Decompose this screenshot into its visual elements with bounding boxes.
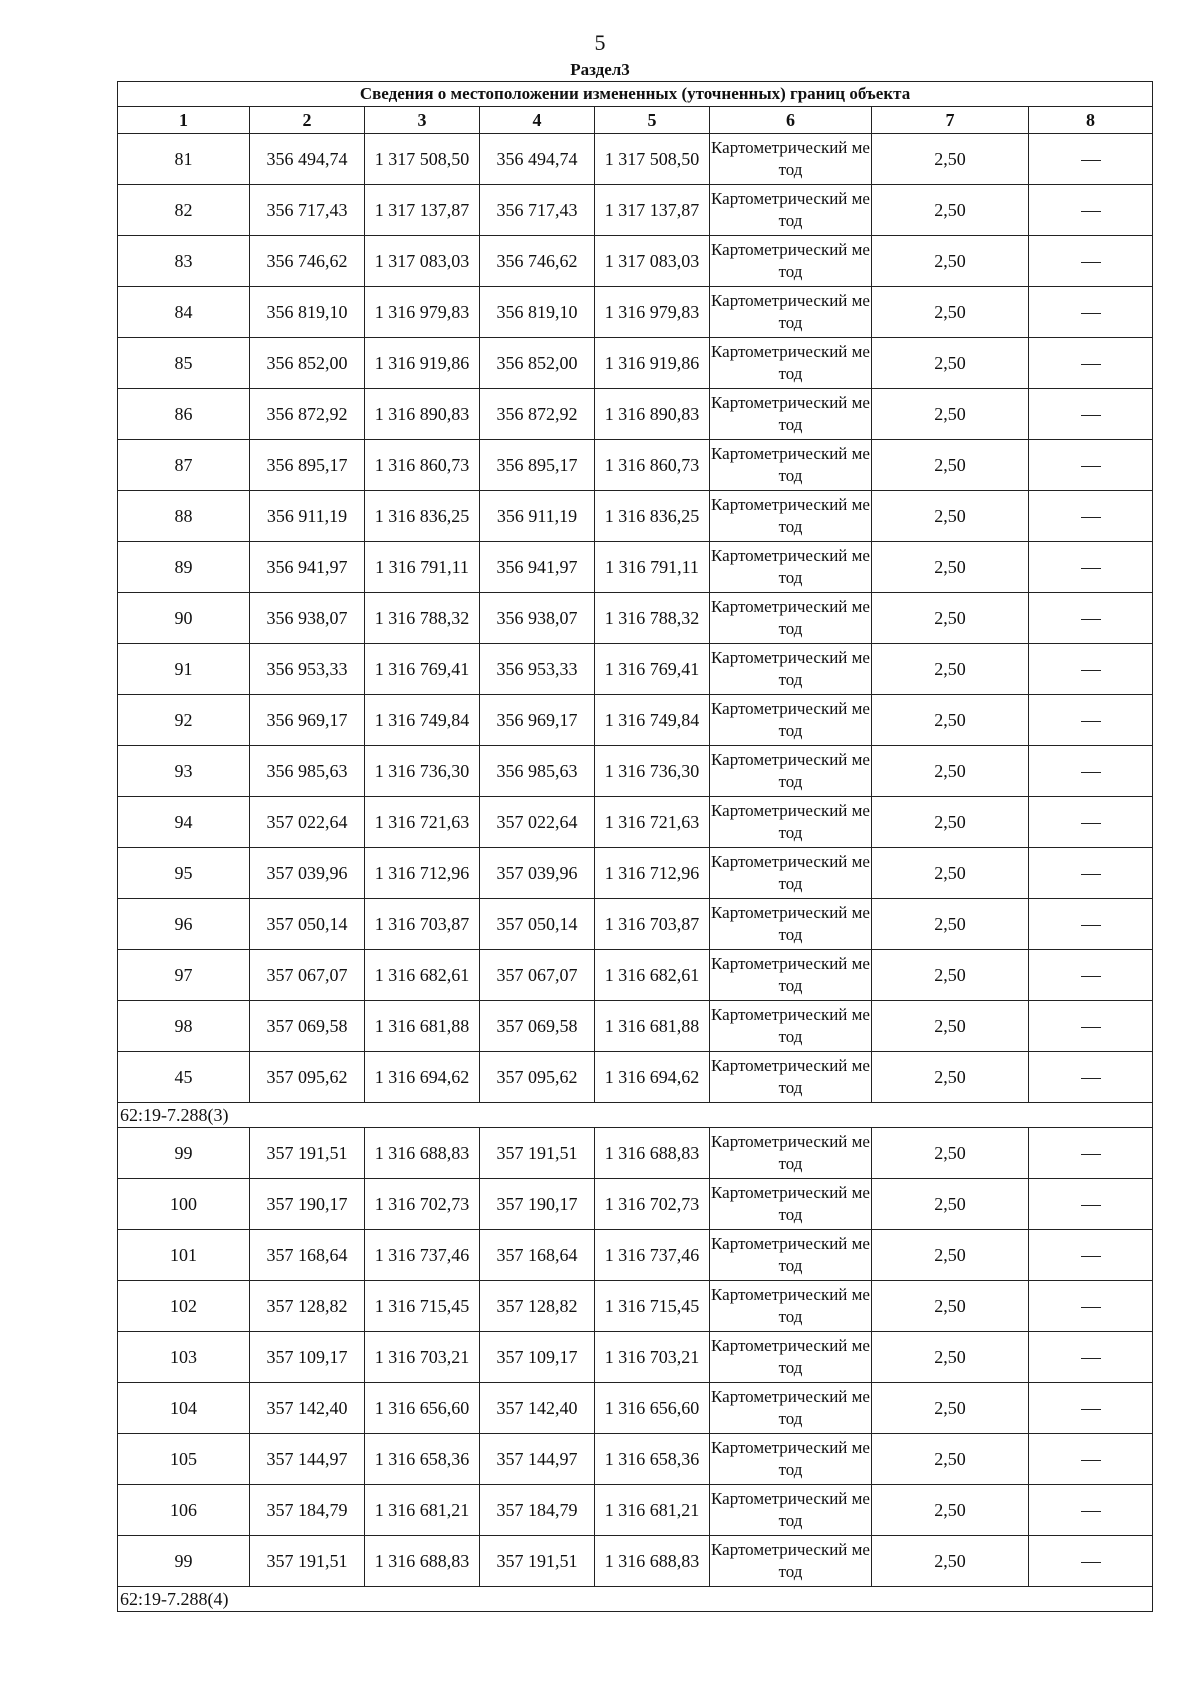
point-number-cell: 81 xyxy=(118,134,250,185)
y-refined-cell: 1 316 769,41 xyxy=(595,644,710,695)
x-existing-cell: 357 022,64 xyxy=(250,797,365,848)
method-cell: Картометрический метод xyxy=(710,1230,872,1281)
point-number-cell: 101 xyxy=(118,1230,250,1281)
dash-mark xyxy=(1081,670,1101,671)
x-existing-cell: 356 938,07 xyxy=(250,593,365,644)
y-existing-cell: 1 316 736,30 xyxy=(365,746,480,797)
dash-mark xyxy=(1081,211,1101,212)
x-refined-cell: 356 895,17 xyxy=(480,440,595,491)
dash-mark xyxy=(1081,772,1101,773)
accuracy-cell: 2,50 xyxy=(872,1128,1029,1179)
y-refined-cell: 1 316 681,88 xyxy=(595,1001,710,1052)
table-row xyxy=(118,1485,1153,1536)
dash-mark xyxy=(1081,262,1101,263)
y-refined-cell: 1 317 508,50 xyxy=(595,134,710,185)
table-row xyxy=(118,338,1153,389)
y-refined-cell: 1 316 703,21 xyxy=(595,1332,710,1383)
table-row xyxy=(118,1281,1153,1332)
x-existing-cell: 356 852,00 xyxy=(250,338,365,389)
dash-mark xyxy=(1081,721,1101,722)
column-header: 1 xyxy=(118,107,250,134)
point-number-cell: 92 xyxy=(118,695,250,746)
x-refined-cell: 357 069,58 xyxy=(480,1001,595,1052)
y-existing-cell: 1 316 749,84 xyxy=(365,695,480,746)
accuracy-cell: 2,50 xyxy=(872,134,1029,185)
method-cell: Картометрический метод xyxy=(710,338,872,389)
x-existing-cell: 357 144,97 xyxy=(250,1434,365,1485)
y-existing-cell: 1 316 703,87 xyxy=(365,899,480,950)
dash-mark xyxy=(1081,1027,1101,1028)
table-row xyxy=(118,950,1153,1001)
note-cell xyxy=(1029,746,1153,797)
x-existing-cell: 357 190,17 xyxy=(250,1179,365,1230)
method-cell: Картометрический метод xyxy=(710,797,872,848)
dash-mark xyxy=(1081,1256,1101,1257)
y-refined-cell: 1 316 694,62 xyxy=(595,1052,710,1103)
method-cell: Картометрический метод xyxy=(710,1383,872,1434)
table-row xyxy=(118,185,1153,236)
y-refined-cell: 1 316 749,84 xyxy=(595,695,710,746)
note-cell xyxy=(1029,287,1153,338)
column-header: 3 xyxy=(365,107,480,134)
point-number-cell: 102 xyxy=(118,1281,250,1332)
y-existing-cell: 1 316 658,36 xyxy=(365,1434,480,1485)
accuracy-cell: 2,50 xyxy=(872,1332,1029,1383)
table-row xyxy=(118,1230,1153,1281)
column-header-row xyxy=(118,107,1153,134)
x-existing-cell: 357 109,17 xyxy=(250,1332,365,1383)
dash-mark xyxy=(1081,1511,1101,1512)
accuracy-cell: 2,50 xyxy=(872,644,1029,695)
table-row xyxy=(118,695,1153,746)
y-existing-cell: 1 316 791,11 xyxy=(365,542,480,593)
x-existing-cell: 356 895,17 xyxy=(250,440,365,491)
accuracy-cell: 2,50 xyxy=(872,1281,1029,1332)
column-header: 8 xyxy=(1029,107,1153,134)
point-number-cell: 95 xyxy=(118,848,250,899)
note-cell xyxy=(1029,1434,1153,1485)
x-refined-cell: 357 067,07 xyxy=(480,950,595,1001)
point-number-cell: 103 xyxy=(118,1332,250,1383)
section-title: Раздел3 xyxy=(570,60,630,79)
x-existing-cell: 357 050,14 xyxy=(250,899,365,950)
x-existing-cell: 356 985,63 xyxy=(250,746,365,797)
group-label: 62:19-7.288(4) xyxy=(118,1587,1153,1612)
x-refined-cell: 357 109,17 xyxy=(480,1332,595,1383)
x-refined-cell: 357 191,51 xyxy=(480,1536,595,1587)
point-number-cell: 88 xyxy=(118,491,250,542)
dash-mark xyxy=(1081,1460,1101,1461)
dash-mark xyxy=(1081,517,1101,518)
column-header: 2 xyxy=(250,107,365,134)
x-refined-cell: 356 872,92 xyxy=(480,389,595,440)
note-cell xyxy=(1029,848,1153,899)
note-cell xyxy=(1029,695,1153,746)
x-refined-cell: 357 128,82 xyxy=(480,1281,595,1332)
dash-mark xyxy=(1081,160,1101,161)
table-row xyxy=(118,1332,1153,1383)
y-existing-cell: 1 316 702,73 xyxy=(365,1179,480,1230)
point-number-cell: 106 xyxy=(118,1485,250,1536)
x-existing-cell: 356 941,97 xyxy=(250,542,365,593)
note-cell xyxy=(1029,1383,1153,1434)
y-existing-cell: 1 316 769,41 xyxy=(365,644,480,695)
x-existing-cell: 356 746,62 xyxy=(250,236,365,287)
method-cell: Картометрический метод xyxy=(710,593,872,644)
note-cell xyxy=(1029,1536,1153,1587)
dash-mark xyxy=(1081,466,1101,467)
x-existing-cell: 357 069,58 xyxy=(250,1001,365,1052)
table-row xyxy=(118,1434,1153,1485)
y-refined-cell: 1 316 919,86 xyxy=(595,338,710,389)
method-cell: Картометрический метод xyxy=(710,389,872,440)
method-cell: Картометрический метод xyxy=(710,236,872,287)
dash-mark xyxy=(1081,874,1101,875)
column-header: 5 xyxy=(595,107,710,134)
note-cell xyxy=(1029,1281,1153,1332)
dash-mark xyxy=(1081,364,1101,365)
y-refined-cell: 1 316 688,83 xyxy=(595,1128,710,1179)
y-refined-cell: 1 316 712,96 xyxy=(595,848,710,899)
method-cell: Картометрический метод xyxy=(710,1001,872,1052)
method-cell: Картометрический метод xyxy=(710,491,872,542)
y-refined-cell: 1 316 721,63 xyxy=(595,797,710,848)
x-existing-cell: 357 142,40 xyxy=(250,1383,365,1434)
x-existing-cell: 356 911,19 xyxy=(250,491,365,542)
method-cell: Картометрический метод xyxy=(710,1179,872,1230)
x-refined-cell: 357 022,64 xyxy=(480,797,595,848)
note-cell xyxy=(1029,236,1153,287)
x-refined-cell: 356 717,43 xyxy=(480,185,595,236)
note-cell xyxy=(1029,185,1153,236)
dash-mark xyxy=(1081,1358,1101,1359)
x-refined-cell: 357 168,64 xyxy=(480,1230,595,1281)
point-number-cell: 82 xyxy=(118,185,250,236)
table-row xyxy=(118,1179,1153,1230)
table-row xyxy=(118,1128,1153,1179)
y-refined-cell: 1 316 658,36 xyxy=(595,1434,710,1485)
dash-mark xyxy=(1081,619,1101,620)
accuracy-cell: 2,50 xyxy=(872,695,1029,746)
y-refined-cell: 1 317 083,03 xyxy=(595,236,710,287)
method-cell: Картометрический метод xyxy=(710,1332,872,1383)
dash-mark xyxy=(1081,1562,1101,1563)
note-cell xyxy=(1029,1485,1153,1536)
x-refined-cell: 357 095,62 xyxy=(480,1052,595,1103)
table-row xyxy=(118,1052,1153,1103)
point-number-cell: 87 xyxy=(118,440,250,491)
accuracy-cell: 2,50 xyxy=(872,950,1029,1001)
note-cell xyxy=(1029,134,1153,185)
method-cell: Картометрический метод xyxy=(710,287,872,338)
y-refined-cell: 1 316 836,25 xyxy=(595,491,710,542)
method-cell: Картометрический метод xyxy=(710,185,872,236)
x-existing-cell: 357 184,79 xyxy=(250,1485,365,1536)
y-existing-cell: 1 316 979,83 xyxy=(365,287,480,338)
x-existing-cell: 356 872,92 xyxy=(250,389,365,440)
table-row xyxy=(118,1001,1153,1052)
note-cell xyxy=(1029,389,1153,440)
x-refined-cell: 356 953,33 xyxy=(480,644,595,695)
x-refined-cell: 357 142,40 xyxy=(480,1383,595,1434)
method-cell: Картометрический метод xyxy=(710,1485,872,1536)
table-row xyxy=(118,1383,1153,1434)
method-cell: Картометрический метод xyxy=(710,644,872,695)
x-existing-cell: 356 819,10 xyxy=(250,287,365,338)
y-existing-cell: 1 316 656,60 xyxy=(365,1383,480,1434)
y-existing-cell: 1 317 137,87 xyxy=(365,185,480,236)
x-existing-cell: 357 191,51 xyxy=(250,1536,365,1587)
y-refined-cell: 1 316 791,11 xyxy=(595,542,710,593)
y-refined-cell: 1 316 788,32 xyxy=(595,593,710,644)
y-existing-cell: 1 317 508,50 xyxy=(365,134,480,185)
accuracy-cell: 2,50 xyxy=(872,899,1029,950)
x-existing-cell: 357 095,62 xyxy=(250,1052,365,1103)
point-number-cell: 84 xyxy=(118,287,250,338)
table-row xyxy=(118,389,1153,440)
accuracy-cell: 2,50 xyxy=(872,746,1029,797)
dash-mark xyxy=(1081,976,1101,977)
y-existing-cell: 1 316 681,88 xyxy=(365,1001,480,1052)
accuracy-cell: 2,50 xyxy=(872,593,1029,644)
note-cell xyxy=(1029,1128,1153,1179)
y-existing-cell: 1 316 721,63 xyxy=(365,797,480,848)
table-row xyxy=(118,848,1153,899)
x-existing-cell: 357 168,64 xyxy=(250,1230,365,1281)
x-refined-cell: 356 911,19 xyxy=(480,491,595,542)
y-refined-cell: 1 316 715,45 xyxy=(595,1281,710,1332)
point-number-cell: 94 xyxy=(118,797,250,848)
group-label-row xyxy=(118,1587,1153,1612)
table-row xyxy=(118,287,1153,338)
method-cell: Картометрический метод xyxy=(710,1281,872,1332)
table-row xyxy=(118,797,1153,848)
accuracy-cell: 2,50 xyxy=(872,1052,1029,1103)
x-refined-cell: 356 969,17 xyxy=(480,695,595,746)
method-cell: Картометрический метод xyxy=(710,746,872,797)
table-body xyxy=(118,82,1153,1612)
point-number-cell: 98 xyxy=(118,1001,250,1052)
x-refined-cell: 357 184,79 xyxy=(480,1485,595,1536)
accuracy-cell: 2,50 xyxy=(872,236,1029,287)
method-cell: Картометрический метод xyxy=(710,1536,872,1587)
y-existing-cell: 1 316 682,61 xyxy=(365,950,480,1001)
dash-mark xyxy=(1081,1307,1101,1308)
point-number-cell: 104 xyxy=(118,1383,250,1434)
y-refined-cell: 1 316 860,73 xyxy=(595,440,710,491)
y-existing-cell: 1 316 788,32 xyxy=(365,593,480,644)
note-cell xyxy=(1029,338,1153,389)
note-cell xyxy=(1029,491,1153,542)
x-existing-cell: 356 969,17 xyxy=(250,695,365,746)
table-caption: Сведения о местоположении измененных (уточненных) границ объекта xyxy=(118,82,1153,107)
dash-mark xyxy=(1081,1154,1101,1155)
page-number: 5 xyxy=(594,30,606,55)
x-existing-cell: 357 039,96 xyxy=(250,848,365,899)
table-row xyxy=(118,899,1153,950)
note-cell xyxy=(1029,1001,1153,1052)
accuracy-cell: 2,50 xyxy=(872,1383,1029,1434)
x-existing-cell: 357 128,82 xyxy=(250,1281,365,1332)
group-label-row xyxy=(118,1103,1153,1128)
note-cell xyxy=(1029,1052,1153,1103)
note-cell xyxy=(1029,542,1153,593)
x-refined-cell: 356 746,62 xyxy=(480,236,595,287)
note-cell xyxy=(1029,899,1153,950)
point-number-cell: 105 xyxy=(118,1434,250,1485)
y-existing-cell: 1 316 688,83 xyxy=(365,1128,480,1179)
table-row xyxy=(118,440,1153,491)
method-cell: Картометрический метод xyxy=(710,1434,872,1485)
y-refined-cell: 1 316 737,46 xyxy=(595,1230,710,1281)
dash-mark xyxy=(1081,415,1101,416)
point-number-cell: 90 xyxy=(118,593,250,644)
table-row xyxy=(118,746,1153,797)
accuracy-cell: 2,50 xyxy=(872,491,1029,542)
dash-mark xyxy=(1081,925,1101,926)
x-refined-cell: 357 039,96 xyxy=(480,848,595,899)
point-number-cell: 83 xyxy=(118,236,250,287)
note-cell xyxy=(1029,440,1153,491)
y-existing-cell: 1 316 712,96 xyxy=(365,848,480,899)
note-cell xyxy=(1029,593,1153,644)
note-cell xyxy=(1029,644,1153,695)
table-row xyxy=(118,236,1153,287)
accuracy-cell: 2,50 xyxy=(872,338,1029,389)
x-refined-cell: 357 144,97 xyxy=(480,1434,595,1485)
y-refined-cell: 1 316 656,60 xyxy=(595,1383,710,1434)
accuracy-cell: 2,50 xyxy=(872,1485,1029,1536)
y-existing-cell: 1 316 715,45 xyxy=(365,1281,480,1332)
y-existing-cell: 1 316 919,86 xyxy=(365,338,480,389)
method-cell: Картометрический метод xyxy=(710,950,872,1001)
method-cell: Картометрический метод xyxy=(710,695,872,746)
dash-mark xyxy=(1081,1409,1101,1410)
y-refined-cell: 1 316 890,83 xyxy=(595,389,710,440)
accuracy-cell: 2,50 xyxy=(872,1230,1029,1281)
y-refined-cell: 1 317 137,87 xyxy=(595,185,710,236)
accuracy-cell: 2,50 xyxy=(872,542,1029,593)
x-refined-cell: 356 819,10 xyxy=(480,287,595,338)
point-number-cell: 100 xyxy=(118,1179,250,1230)
y-existing-cell: 1 316 836,25 xyxy=(365,491,480,542)
x-refined-cell: 356 938,07 xyxy=(480,593,595,644)
accuracy-cell: 2,50 xyxy=(872,389,1029,440)
table-row xyxy=(118,542,1153,593)
dash-mark xyxy=(1081,823,1101,824)
y-refined-cell: 1 316 736,30 xyxy=(595,746,710,797)
y-existing-cell: 1 317 083,03 xyxy=(365,236,480,287)
y-refined-cell: 1 316 703,87 xyxy=(595,899,710,950)
group-label: 62:19-7.288(3) xyxy=(118,1103,1153,1128)
point-number-cell: 99 xyxy=(118,1536,250,1587)
x-existing-cell: 356 717,43 xyxy=(250,185,365,236)
table-caption-row xyxy=(118,82,1153,107)
x-refined-cell: 356 852,00 xyxy=(480,338,595,389)
method-cell: Картометрический метод xyxy=(710,542,872,593)
table-row xyxy=(118,593,1153,644)
point-number-cell: 85 xyxy=(118,338,250,389)
column-header: 7 xyxy=(872,107,1029,134)
accuracy-cell: 2,50 xyxy=(872,185,1029,236)
x-refined-cell: 356 941,97 xyxy=(480,542,595,593)
accuracy-cell: 2,50 xyxy=(872,848,1029,899)
y-existing-cell: 1 316 890,83 xyxy=(365,389,480,440)
y-existing-cell: 1 316 688,83 xyxy=(365,1536,480,1587)
point-number-cell: 97 xyxy=(118,950,250,1001)
point-number-cell: 86 xyxy=(118,389,250,440)
x-refined-cell: 357 050,14 xyxy=(480,899,595,950)
method-cell: Картометрический метод xyxy=(710,1052,872,1103)
note-cell xyxy=(1029,950,1153,1001)
accuracy-cell: 2,50 xyxy=(872,440,1029,491)
boundary-coordinates-table xyxy=(117,81,1153,1612)
table-row xyxy=(118,134,1153,185)
y-refined-cell: 1 316 702,73 xyxy=(595,1179,710,1230)
note-cell xyxy=(1029,1179,1153,1230)
table-row xyxy=(118,491,1153,542)
table-row xyxy=(118,644,1153,695)
dash-mark xyxy=(1081,1205,1101,1206)
method-cell: Картометрический метод xyxy=(710,848,872,899)
y-existing-cell: 1 316 681,21 xyxy=(365,1485,480,1536)
point-number-cell: 99 xyxy=(118,1128,250,1179)
table-row xyxy=(118,1536,1153,1587)
accuracy-cell: 2,50 xyxy=(872,797,1029,848)
x-refined-cell: 357 191,51 xyxy=(480,1128,595,1179)
x-existing-cell: 357 067,07 xyxy=(250,950,365,1001)
point-number-cell: 45 xyxy=(118,1052,250,1103)
x-existing-cell: 356 494,74 xyxy=(250,134,365,185)
method-cell: Картометрический метод xyxy=(710,1128,872,1179)
y-existing-cell: 1 316 703,21 xyxy=(365,1332,480,1383)
x-refined-cell: 356 985,63 xyxy=(480,746,595,797)
x-refined-cell: 357 190,17 xyxy=(480,1179,595,1230)
x-existing-cell: 357 191,51 xyxy=(250,1128,365,1179)
x-refined-cell: 356 494,74 xyxy=(480,134,595,185)
note-cell xyxy=(1029,797,1153,848)
accuracy-cell: 2,50 xyxy=(872,1434,1029,1485)
y-existing-cell: 1 316 860,73 xyxy=(365,440,480,491)
point-number-cell: 91 xyxy=(118,644,250,695)
y-refined-cell: 1 316 979,83 xyxy=(595,287,710,338)
y-existing-cell: 1 316 694,62 xyxy=(365,1052,480,1103)
accuracy-cell: 2,50 xyxy=(872,1536,1029,1587)
accuracy-cell: 2,50 xyxy=(872,1179,1029,1230)
accuracy-cell: 2,50 xyxy=(872,287,1029,338)
method-cell: Картометрический метод xyxy=(710,899,872,950)
dash-mark xyxy=(1081,1078,1101,1079)
x-existing-cell: 356 953,33 xyxy=(250,644,365,695)
accuracy-cell: 2,50 xyxy=(872,1001,1029,1052)
y-refined-cell: 1 316 681,21 xyxy=(595,1485,710,1536)
y-existing-cell: 1 316 737,46 xyxy=(365,1230,480,1281)
point-number-cell: 96 xyxy=(118,899,250,950)
column-header: 4 xyxy=(480,107,595,134)
note-cell xyxy=(1029,1332,1153,1383)
y-refined-cell: 1 316 682,61 xyxy=(595,950,710,1001)
method-cell: Картометрический метод xyxy=(710,134,872,185)
point-number-cell: 89 xyxy=(118,542,250,593)
column-header: 6 xyxy=(710,107,872,134)
point-number-cell: 93 xyxy=(118,746,250,797)
note-cell xyxy=(1029,1230,1153,1281)
dash-mark xyxy=(1081,568,1101,569)
dash-mark xyxy=(1081,313,1101,314)
y-refined-cell: 1 316 688,83 xyxy=(595,1536,710,1587)
method-cell: Картометрический метод xyxy=(710,440,872,491)
